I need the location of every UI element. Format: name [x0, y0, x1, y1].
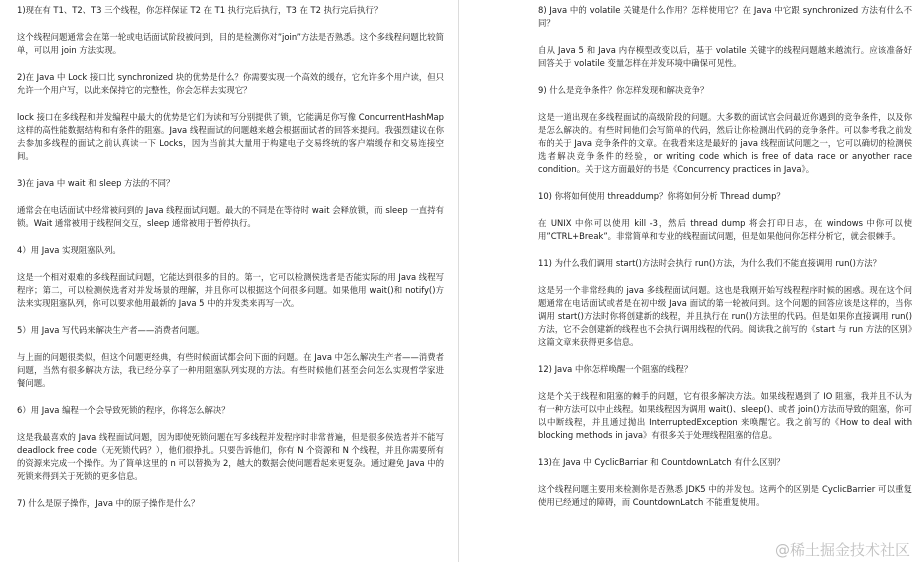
question-6: 6）用 Java 编程一个会导致死锁的程序，你将怎么解决？ — [17, 405, 230, 415]
answer-13: 这个线程问题主要用来检测你是否熟悉 JDK5 中的并发包。这两个的区别是 CyclicBarrier 可以重复使用已经通过的障碍，而 CountdownLatch 不能重复使用。 — [538, 484, 912, 507]
question-1: 1)现在有 T1、T2、T3 三个线程，你怎样保证 T2 在 T1 执行完后执行，T3 在 T2 执行完后执行？ — [17, 5, 383, 15]
question-4: 4）用 Java 实现阻塞队列。 — [17, 245, 121, 255]
answer-5: 与上面的问题很类似，但这个问题更经典，有些时候面试都会问下面的问题。在 Java 中怎么解决生产者——消费者问题，当然有很多解决方法，我已经分享了一种用阻塞队列实现的方法。有些时候他们甚至会问怎么实现哲学家进餐问题。 — [17, 352, 444, 388]
question-10: 10) 你将如何使用 threaddump？你将如何分析 Thread dump？ — [538, 191, 785, 201]
right-page — [466, 0, 918, 562]
question-7: 7) 什么是原子操作，Java 中的原子操作是什么？ — [17, 498, 200, 508]
answer-12: 这是个关于线程和阻塞的棘手的问题，它有很多解决方法。如果线程遇到了 IO 阻塞，我并且不认为有一种方法可以中止线程。如果线程因为调用 wait()、sleep()、或者 join()方法而导致的阻塞，你可以中断线程，并且通过抛出 InterruptedException 来唤醒它。我之前写的《How to deal with blocking methods in java》有很多关于处理线程阻塞的信息。 — [538, 391, 912, 440]
left-page — [0, 0, 452, 562]
question-8: 8) Java 中的 volatile 关键是什么作用？怎样使用它？在 Java 中它跟 synchronized 方法有什么不同？ — [538, 5, 912, 28]
answer-3: 通常会在电话面试中经常被问到的 Java 线程面试问题。最大的不同是在等待时 wait 会释放锁，而 sleep 一直持有锁。Wait 通常被用于线程间交互，sleep 通常被用于暂停执行。 — [17, 205, 444, 228]
answer-10: 在 UNIX 中你可以使用 kill -3，然后 thread dump 将会打印日志，在 windows 中你可以使用”CTRL+Break”。非常简单和专业的线程面试问题，但是如果他问你怎样分析它，就会很棘手。 — [538, 218, 912, 241]
answer-11: 这是另一个非常经典的 java 多线程面试问题。这也是我刚开始写线程程序时候的困惑。现在这个问题通常在电话面试或者是在初中级 Java 面试的第一轮被问到。这个问题的回答应该是这样的，当你调用 start()方法时你将创建新的线程，并且执行在 run()方法里的代码。但是如果你直接调用 run()方法，它不会创建新的线程也不会执行调用线程的代码。阅读我之前写的《start 与 run 方法的区别》这篇文章来获得更多信息。 — [538, 285, 912, 347]
question-12: 12) Java 中你怎样唤醒一个阻塞的线程？ — [538, 364, 693, 374]
question-5: 5）用 Java 写代码来解决生产者——消费者问题。 — [17, 325, 205, 335]
question-11: 11) 为什么我们调用 start()方法时会执行 run()方法，为什么我们不能直接调用 run()方法？ — [538, 258, 882, 268]
answer-4: 这是一个相对艰难的多线程面试问题，它能达到很多的目的。第一，它可以检测侯选者是否能实际的用 Java 线程写程序；第二，可以检测侯选者对并发场景的理解，并且你可以根据这个问很多问题。如果他用 wait()和 notify()方法来实现阻塞队列，你可以要求他用最新的 Java 5 中的并发类来再写一次。 — [17, 272, 444, 308]
answer-1: 这个线程问题通常会在第一轮或电话面试阶段被问到，目的是检测你对”join”方法是否熟悉。这个多线程问题比较简单，可以用 join 方法实现。 — [17, 32, 444, 55]
answer-8: 自从 Java 5 和 Java 内存模型改变以后，基于 volatile 关键字的线程问题越来越流行。应该准备好回答关于 volatile 变量怎样在并发环境中确保可见性。 — [538, 45, 912, 68]
question-9: 9) 什么是竞争条件？你怎样发现和解决竞争？ — [538, 85, 709, 95]
watermark: @稀土掘金技术社区 — [774, 541, 910, 559]
right-column — [538, 4, 912, 523]
left-column — [17, 4, 444, 524]
question-2: 2)在 Java 中 Lock 接口比 synchronized 块的优势是什么？你需要实现一个高效的缓存，它允许多个用户读，但只允许一个用户写，以此来保持它的完整性，你会怎样去实现它？ — [17, 72, 444, 95]
answer-6: 这是我最喜欢的 Java 线程面试问题，因为即使死锁问题在写多线程并发程序时非常普遍，但是很多侯选者并不能写 deadlock free code（无死锁代码？），他们很挣扎。只要告诉他们，你有 N 个资源和 N 个线程，并且你需要所有的资源来完成一个操作。为了简单这里的 n 可以替换为 2，越大的数据会使问题看起来更复杂。通过避免 Java 中的死锁来得到关于死锁的更多信息。 — [17, 432, 444, 481]
page-divider — [458, 0, 459, 562]
answer-2: lock 接口在多线程和并发编程中最大的优势是它们为读和写分别提供了锁，它能满足你写像 ConcurrentHashMap 这样的高性能数据结构和有条件的阻塞。Java 线程面试的问题越来越会根据面试者的回答来提问。我强烈建议在你去参加多线程的面试之前认真读一下 Locks，因为当前其大量用于构建电子交易终统的客户端缓存和交易连接空间。 — [17, 112, 444, 161]
question-13: 13)在 Java 中 CyclicBarriar 和 CountdownLatch 有什么区别？ — [538, 457, 785, 467]
answer-9: 这是一道出现在多线程面试的高级阶段的问题。大多数的面试官会问最近你遇到的竞争条件，以及你是怎么解决的。有些时间他们会写简单的代码，然后让你检测出代码的竞争条件。可以参考我之前发布的关于 Java 竞争条件的文章。在我看来这是最好的 java 线程面试问题之一，它可以确切的检测侯选者解决竞争条件的经验，or writing code which is free of data race or anyother race condition。关于这方面最好的书是《Concurrency practices in Java》。 — [538, 112, 912, 174]
question-3: 3)在 java 中 wait 和 sleep 方法的不同？ — [17, 178, 175, 188]
